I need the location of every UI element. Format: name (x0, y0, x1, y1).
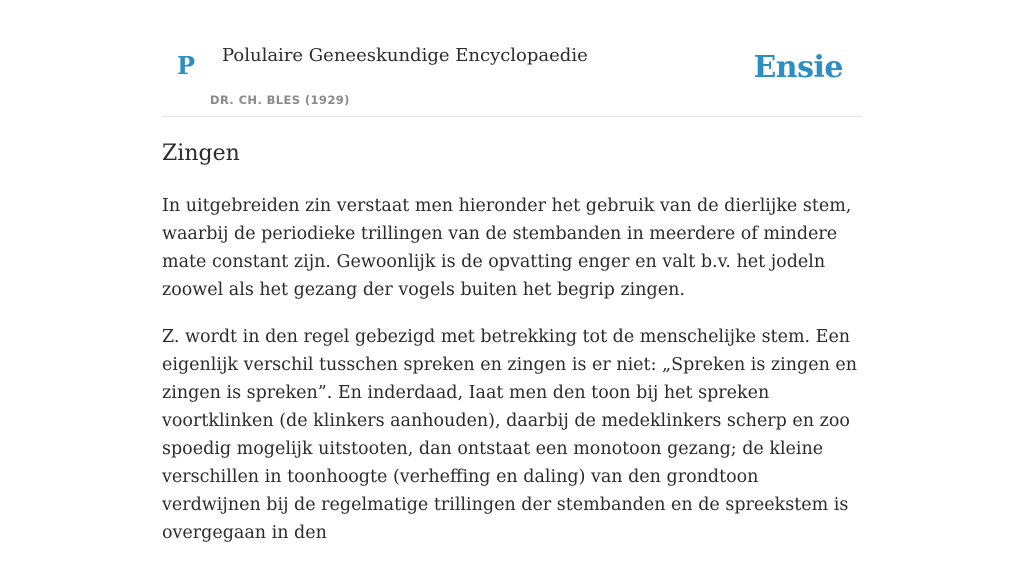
book-logo-letter[interactable]: P (177, 51, 196, 80)
article-paragraph: Z. wordt in den regel gebezigd met betrekking tot de menschelijke stem. Een eigenlijk verschil tusschen spreken en zingen is er niet: „Spreken is zingen en zingen is spreken”. En inderdaad, Iaat men den toon bij het spreken voortklinken (de klinkers aanhouden), daarbij de medeklinkers scherp en zoo spoedig mogelijk uitstooten, dan ontstaat een monotoon gezang; de kleine verschillen in toonhoogte (verheffing en daling) van den grondtoon verdwijnen bij de regelmatige trillingen der stembanden en de spreekstem is overgegaan in den (162, 327, 858, 543)
book-title-link[interactable]: Polulaire Geneeskundige Encyclopaedie (222, 45, 588, 66)
ensie-logo-link[interactable]: Ensie (753, 50, 843, 85)
book-header (162, 0, 862, 117)
book-author: DR. CH. BLES (1929) (210, 93, 350, 107)
page (162, 0, 862, 543)
article-paragraph: In uitgebreiden zin verstaat men hieronder het gebruik van de dierlijke stem, waarbij de periodieke trillingen van de stembanden in meerdere of mindere mate constant zijn. Gewoonlijk is de opvatting enger en valt b.v. het jodeln zoowel als het gezang der vogels buiten het begrip zingen. (162, 196, 852, 300)
article-title: Zingen (162, 141, 240, 166)
article-body (162, 192, 862, 566)
